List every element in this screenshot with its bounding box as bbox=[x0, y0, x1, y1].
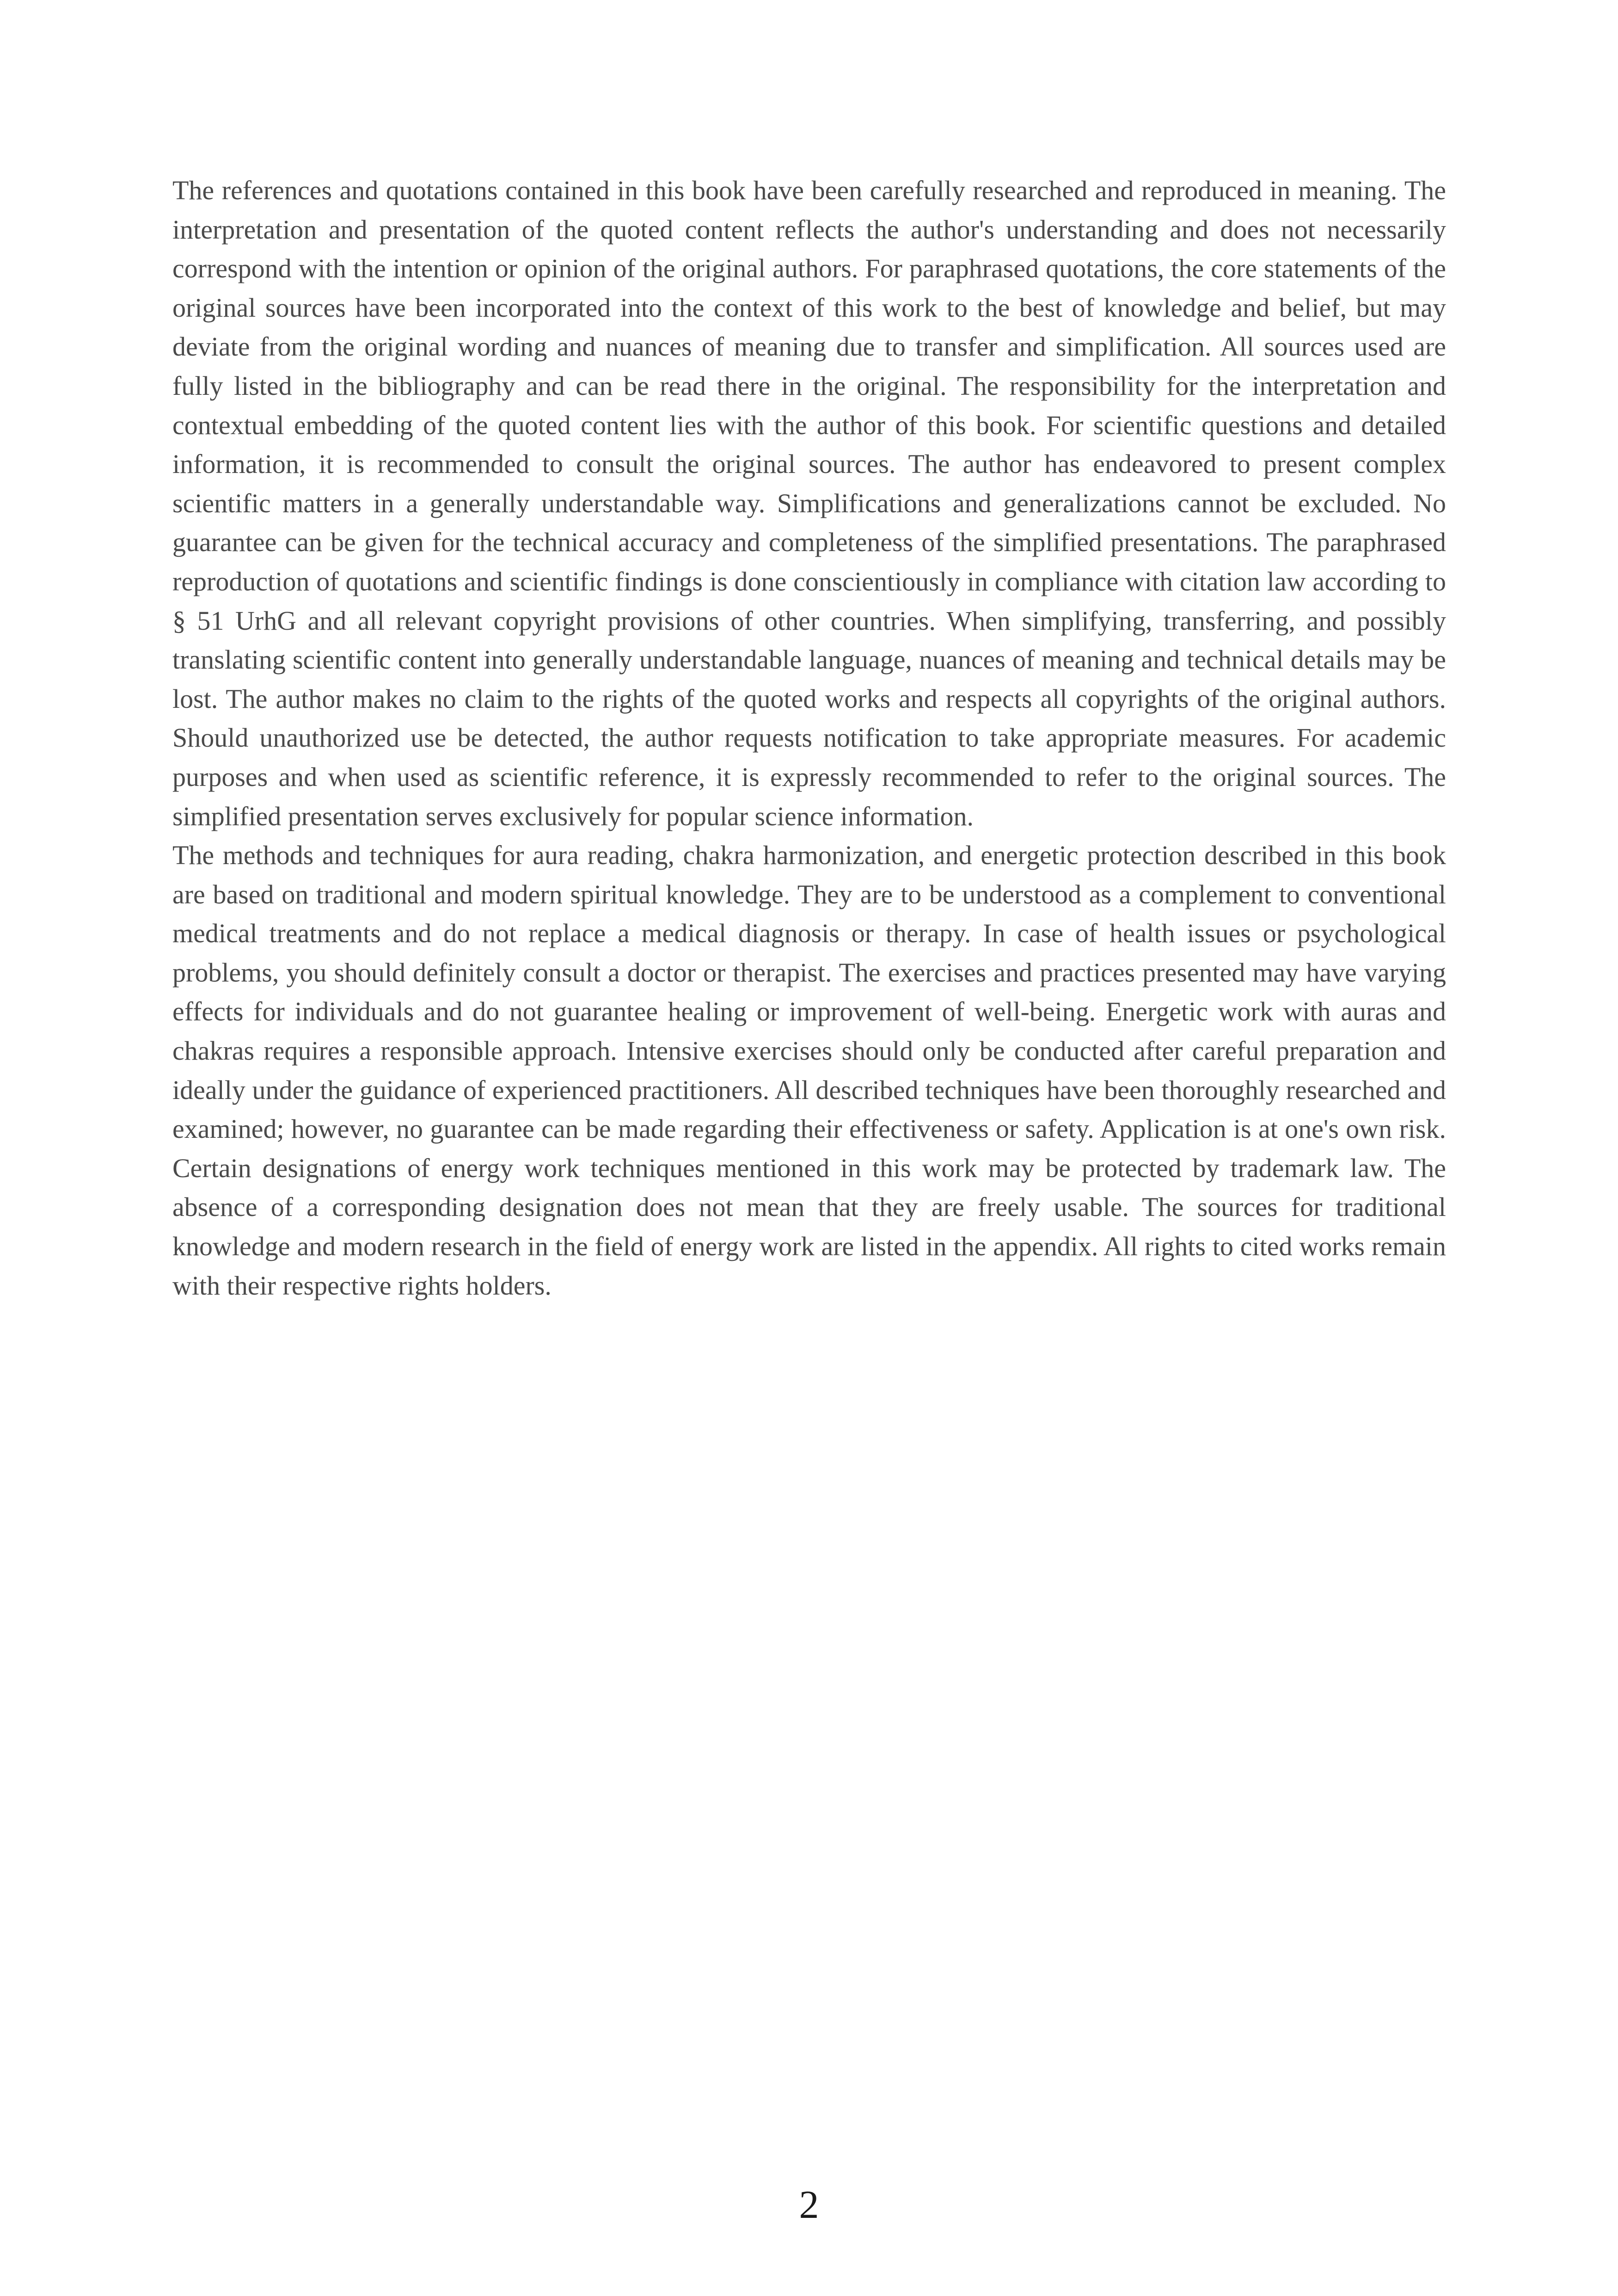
page-number: 2 bbox=[799, 2182, 819, 2227]
body-text bbox=[172, 171, 1446, 1305]
paragraph-energy-work-disclaimer: The methods and techniques for aura reading, chakra harmonization, and energetic protection described in this book are based on traditional and modern spiritual knowledge. They are to be understood as a complement to conventional medical treatments and do not replace a medical diagnosis or therapy. In case of health issues or psychological problems, you should definitely consult a doctor or therapist. The exercises and practices presented may have varying effects for individuals and do not guarantee healing or improvement of well-being. Energetic work with auras and chakras requires a responsible approach. Intensive exercises should only be conducted after careful preparation and ideally under the guidance of experienced practitioners. All described techniques have been thoroughly researched and examined; however, no guarantee can be made regarding their effectiveness or safety. Application is at one's own risk. Certain designations of energy work techniques mentioned in this work may be protected by trademark law. The absence of a corresponding designation does not mean that they are freely usable. The sources for traditional knowledge and modern research in the field of energy work are listed in the appendix. All rights to cited works remain with their respective rights holders. bbox=[172, 840, 1446, 1301]
paragraph-citation-disclaimer: The references and quotations contained in this book have been carefully researched and reproduced in meaning. The interpretation and presentation of the quoted content reflects the author's understanding and does not necessarily correspond with the intention or opinion of the original authors. For paraphrased quotations, the core statements of the original sources have been incorporated into the context of this work to the best of knowledge and belief, but may deviate from the original wording and nuances of meaning due to transfer and simplification. All sources used are fully listed in the bibliography and can be read there in the original. The responsibility for the interpretation and contextual embedding of the quoted content lies with the author of this book. For scientific questions and detailed information, it is recommended to consult the original sources. The author has endeavored to present complex scientific matters in a generally understandable way. Simplifications and generalizations cannot be excluded. No guarantee can be given for the technical accuracy and completeness of the simplified presentations. The paraphrased reproduction of quotations and scientific findings is done conscientiously in compliance with citation law according to § 51 UrhG and all relevant copyright provisions of other countries. When simplifying, transferring, and possibly translating scientific content into generally understandable language, nuances of meaning and technical details may be lost. The author makes no claim to the rights of the quoted works and respects all copyrights of the original authors. Should unauthorized use be detected, the author requests notification to take appropriate measures. For academic purposes and when used as scientific reference, it is expressly recommended to refer to the original sources. The simplified presentation serves exclusively for popular science information. bbox=[172, 175, 1446, 831]
